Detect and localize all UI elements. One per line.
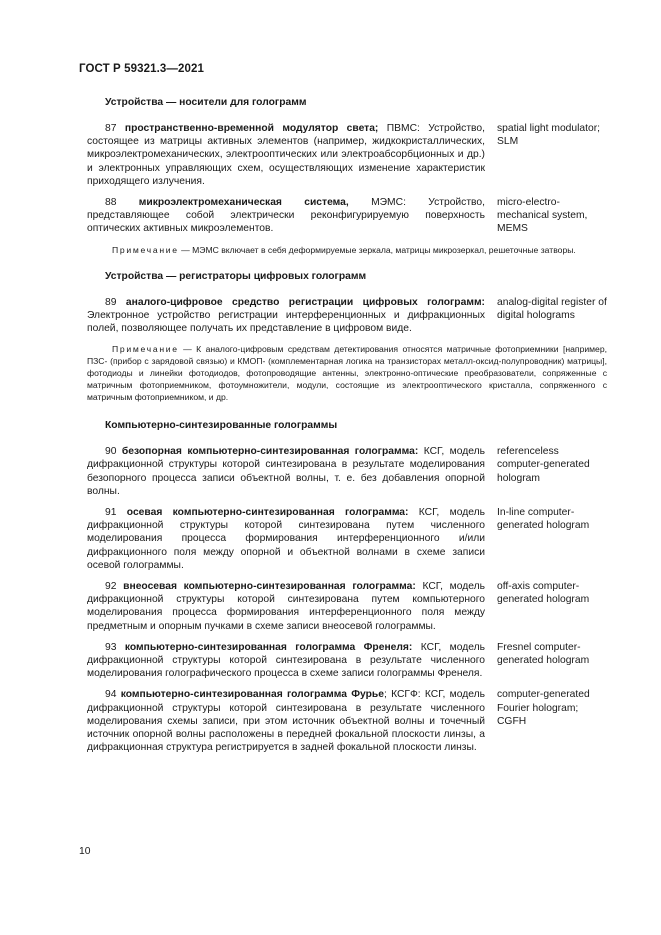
note xyxy=(87,343,607,403)
term-text: ПВМС: Устройство, состоящее из матрицы активных элементов (например, жидкокристаллических, микроэлектромеханических, электрооптических или электроабсорбционных и др.) и электронных управляющих схем, осуществляющих изменение характеристик приходящего излучения. xyxy=(87,123,485,187)
term-name: внеосевая компьютерно-синтезированная голограмма: xyxy=(123,581,416,593)
term-name: осевая компьютерно-синтезированная голограмма: xyxy=(126,507,409,519)
section-title: Компьютерно-синтезированные голограммы xyxy=(105,420,338,432)
section-title: Устройства — регистраторы цифровых голограмм xyxy=(105,270,367,282)
term-entry-90 xyxy=(87,445,607,498)
term-english: In-line computer-generated hologram xyxy=(497,507,590,532)
term-entry-92 xyxy=(87,580,607,633)
note-label: Примечание xyxy=(112,344,179,355)
term-name: пространственно-временной модулятор света; xyxy=(124,123,379,134)
term-definition xyxy=(87,580,485,633)
term-number: 91 xyxy=(105,507,117,519)
term-number: 93 xyxy=(105,641,117,653)
term-name: аналого-цифровое средство регистрации цифровых голограмм: xyxy=(125,296,485,308)
term-english: analog-digital register of digital holograms xyxy=(497,296,607,321)
term-number: 94 xyxy=(105,689,117,701)
term-text: КСГ, модель дифракционной структуры которой синтезирована в результате моделирования безопорного процесса записи объектной волны, т. е. без добавления опорной волны. xyxy=(87,446,485,497)
term-text: КСГ, модель дифракционной структуры которой синтезирована путем численного моделирования процесса формирования интерференционного и/или дифракционного поля между опорной и объектной волнами в схеме записи осевой голограммы. xyxy=(87,507,485,571)
term-text: ; КСГФ: КСГ, модель дифракционной структуры которой синтезирована в результате численного моделирования схемы записи, при этом источник объектной волны и точечный источник опорной волны расположены в передней фокальной плоскости линзы, а дифракционная структура регистрируется в задней фокальной плоскости линзы. xyxy=(87,689,485,754)
term-english: off-axis computer-generated hologram xyxy=(497,581,590,606)
term-entry-87 xyxy=(87,122,607,188)
term-definition xyxy=(87,641,485,681)
term-number: 90 xyxy=(105,446,117,458)
term-english: referenceless computer-generated hologram xyxy=(497,446,590,484)
note-label: Примечание xyxy=(112,244,179,255)
document-header: ГОСТ Р 59321.3—2021 xyxy=(79,63,204,75)
term-definition xyxy=(87,122,485,188)
term-text: Электронное устройство регистрации интерференционных и дифракционных полей, позволяющее получать их представление в цифровом виде. xyxy=(87,309,485,335)
term-text: КСГ, модель дифракционной структуры которой синтезирована путем компьютерного моделирования процесса формирования интерференционного поля между предметным и опорным пучками в схеме записи внеосевой голограммы. xyxy=(87,581,485,632)
term-entry-89 xyxy=(87,296,607,336)
note xyxy=(87,244,607,256)
page-number: 10 xyxy=(79,846,91,857)
term-definition xyxy=(87,688,485,754)
term-entry-91 xyxy=(87,506,607,572)
term-definition xyxy=(87,506,485,572)
term-name: безопорная компьютерно-синтезированная голограмма: xyxy=(121,446,419,458)
term-name: компьютерно-синтезированная голограмма Френеля: xyxy=(124,641,413,653)
term-definition xyxy=(87,445,485,498)
term-name: микроэлектромеханическая система, xyxy=(138,197,349,209)
term-name: компьютерно-синтезированная голограмма Фурье xyxy=(120,689,384,701)
term-english: spatial light modulator; SLM xyxy=(497,123,601,148)
term-number: 89 xyxy=(105,296,117,308)
section-title: Устройства — носители для голограмм xyxy=(105,97,307,108)
term-english: Fresnel computer-generated hologram xyxy=(497,641,590,667)
note-text: — МЭМС включает в себя деформируемые зеркала, матрицы микрозеркал, решеточные затворы. xyxy=(181,244,576,255)
term-definition xyxy=(87,296,485,336)
term-entry-93 xyxy=(87,641,607,681)
term-english: computer-generated Fourier hologram; CGFH xyxy=(497,689,590,727)
term-entry-88 xyxy=(87,196,607,236)
term-text: МЭМС: Устройство, представляющее собой электрически реконфигурируемую поверхность оптических активных микроэлементов. xyxy=(87,197,485,235)
term-text: КСГ, модель дифракционной структуры которой синтезирована в результате численного моделирования голографического процесса в схеме записи голограммы Френеля. xyxy=(87,641,485,680)
term-definition xyxy=(87,196,485,236)
document-body xyxy=(87,96,607,755)
term-english: micro-electro-mechanical system, MEMS xyxy=(497,197,588,235)
term-entry-94 xyxy=(87,688,607,754)
term-number: 87 xyxy=(105,123,117,134)
term-number: 92 xyxy=(105,581,117,593)
note-text: — К аналого-цифровым средствам детектирования относятся матричные фотоприемники [например, ПЗС- (прибор с зарядовой связью) и КМОП- (комплементарная логика на транзисторах металл-оксид-полупроводник) матрицы], фотодиоды и линейки фотодиодов, фотопроводящие антенны, электронно-оптические преобразователи, сопряженные с матричным фотоприемником, фотоумножители, модули, состоящие из электрооптического кристалла, сопряженного с матричным фотоприемником, и др. xyxy=(87,344,607,403)
term-number: 88 xyxy=(105,197,117,209)
